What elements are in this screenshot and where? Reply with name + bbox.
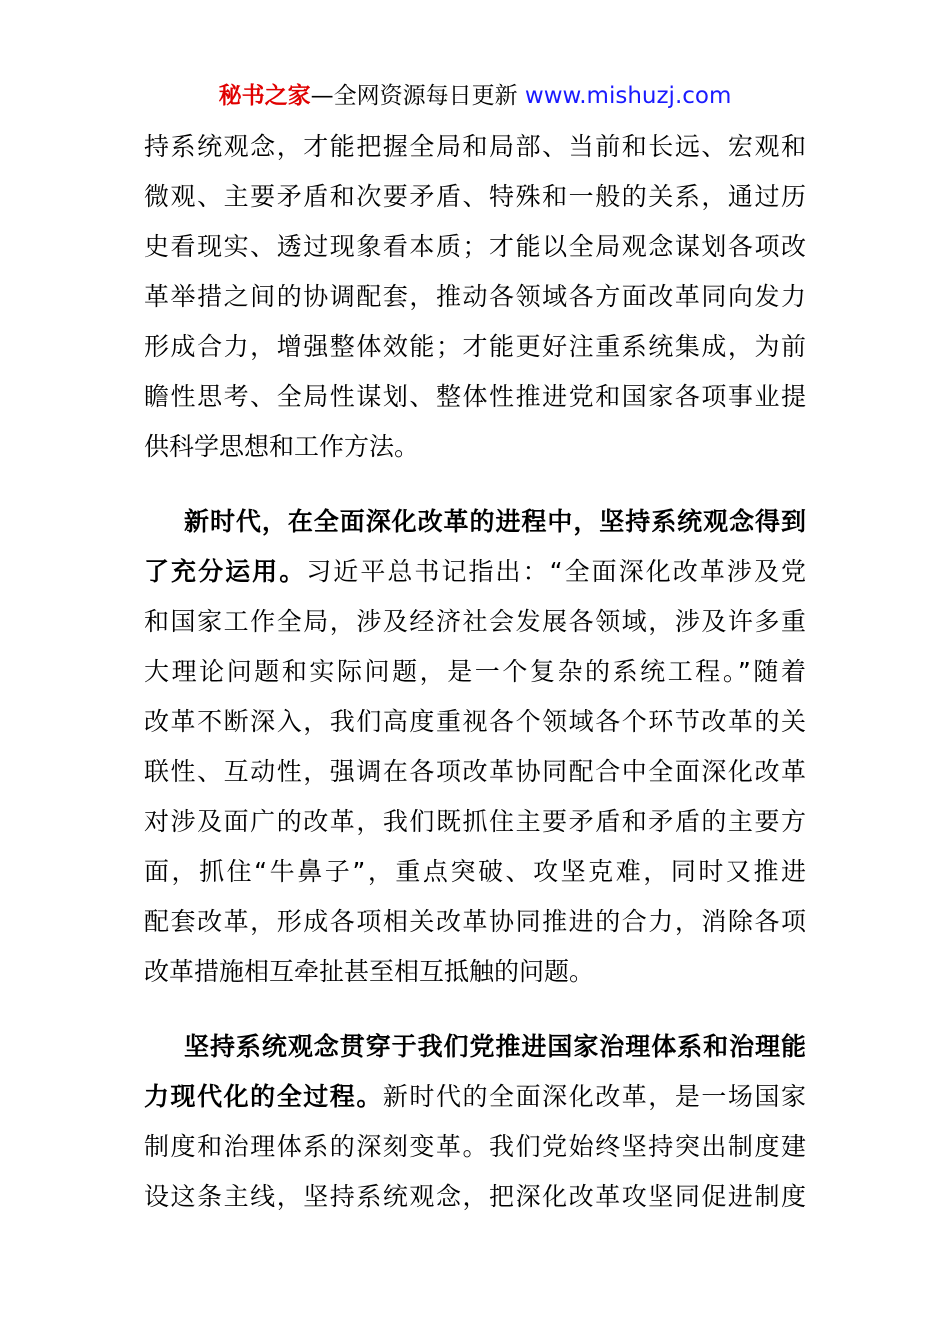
paragraph [144,122,806,472]
text-line [144,122,806,172]
text-line [144,272,806,322]
bold-text: 力现代化的全过程。 [144,1082,383,1111]
bold-text: 坚持系统观念贯穿于我们党推进国家治理体系和治理能 [184,1032,806,1061]
text-line [144,697,806,747]
text-line [144,172,806,222]
body-text: 革举措之间的协调配套，推动各领域各方面改革同向发力 [144,282,806,311]
text-line [144,372,806,422]
site-url[interactable]: www.mishuzj.com [524,83,732,109]
paragraph [144,1022,806,1222]
text-line [144,647,806,697]
page-header [0,80,950,112]
body-text: 配套改革，形成各项相关改革协同推进的合力，消除各项 [144,907,806,936]
body-text: 面，抓住“牛鼻子”，重点突破、攻坚克难，同时又推进 [144,857,806,886]
text-line [144,947,806,997]
text-line [144,1172,806,1222]
text-line [144,1022,806,1072]
body-text: 设这条主线，坚持系统观念，把深化改革攻坚同促进制度 [144,1182,806,1211]
body-text: 持系统观念，才能把握全局和局部、当前和长远、宏观和 [144,132,806,161]
text-line [144,1122,806,1172]
body-text: 改革措施相互牵扯甚至相互抵触的问题。 [144,957,595,986]
body-text: 和国家工作全局，涉及经济社会发展各领域，涉及许多重 [144,607,806,636]
body-text: 对涉及面广的改革，我们既抓住主要矛盾和矛盾的主要方 [144,807,806,836]
text-line [144,797,806,847]
paragraph [144,497,806,997]
body-text: 史看现实、透过现象看本质；才能以全局观念谋划各项改 [144,232,806,261]
site-tagline: —全网资源每日更新 [310,83,518,109]
body-text: 制度和治理体系的深刻变革。我们党始终坚持突出制度建 [144,1132,806,1161]
text-line [144,547,806,597]
body-text: 联性、互动性，强调在各项改革协同配合中全面深化改革 [144,757,806,786]
bold-text: 了充分运用。 [144,557,307,586]
text-line [144,322,806,372]
text-line [144,847,806,897]
body-text: 改革不断深入，我们高度重视各个领域各个环节改革的关 [144,707,806,736]
text-line [144,1072,806,1122]
text-line [144,897,806,947]
body-text: 供科学思想和工作方法。 [144,432,420,461]
text-line [144,222,806,272]
body-text: 新时代的全面深化改革，是一场国家 [382,1082,806,1111]
body-text: 形成合力，增强整体效能；才能更好注重系统集成，为前 [144,332,806,361]
body-text: 瞻性思考、全局性谋划、整体性推进党和国家各项事业提 [144,382,806,411]
body-text: 大理论问题和实际问题，是一个复杂的系统工程。”随着 [144,657,806,686]
text-line [144,497,806,547]
bold-text: 新时代，在全面深化改革的进程中，坚持系统观念得到 [184,507,806,536]
body-text: 微观、主要矛盾和次要矛盾、特殊和一般的关系，通过历 [144,182,806,211]
text-line [144,597,806,647]
text-line [144,747,806,797]
text-line [144,422,806,472]
body-text: 习近平总书记指出：“全面深化改革涉及党 [306,557,806,586]
site-brand: 秘书之家 [218,83,311,109]
document-body [144,122,806,1222]
